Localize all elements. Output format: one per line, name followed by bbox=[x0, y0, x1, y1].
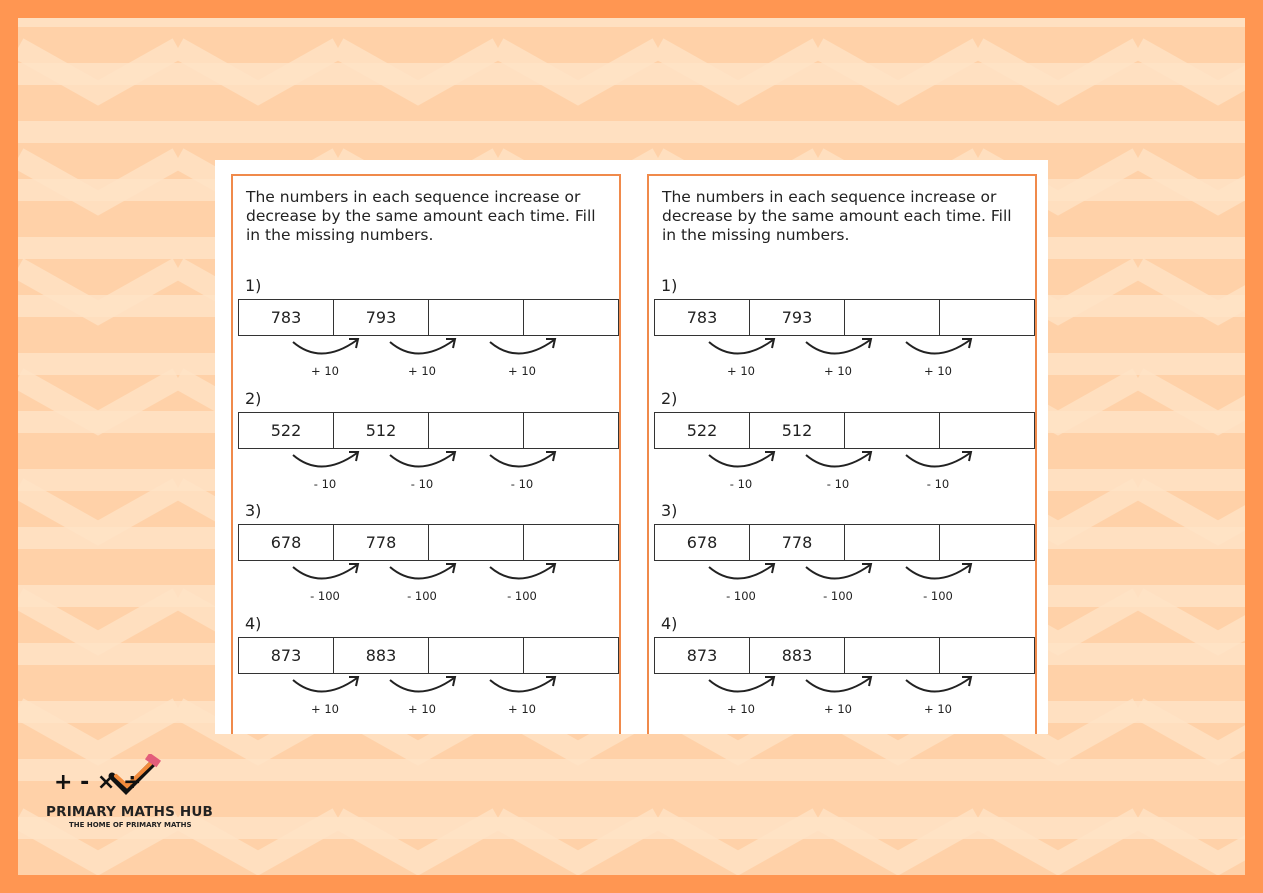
sequence-value: 522 bbox=[239, 413, 334, 448]
instruction-text: The numbers in each sequence increase or decrease by the same amount each time. Fill in the missing numbers. bbox=[246, 188, 596, 244]
sequence-value: 783 bbox=[655, 300, 750, 335]
curved-arrow-icon bbox=[390, 340, 454, 354]
sequence-value: 512 bbox=[334, 413, 429, 448]
answer-box[interactable] bbox=[940, 638, 1034, 673]
question-number: 3) bbox=[245, 501, 262, 520]
sequence-value: 793 bbox=[334, 300, 429, 335]
logo-tagline: THE HOME OF PRIMARY MATHS bbox=[69, 821, 192, 829]
sequence-value: 873 bbox=[655, 638, 750, 673]
step-label: + 10 bbox=[508, 702, 536, 716]
answer-box[interactable] bbox=[524, 413, 618, 448]
answer-box[interactable] bbox=[524, 638, 618, 673]
step-arrows bbox=[238, 561, 618, 589]
step-label: + 10 bbox=[311, 702, 339, 716]
sequence-boxes bbox=[238, 299, 619, 336]
step-labels bbox=[654, 477, 1034, 493]
curved-arrow-icon bbox=[390, 678, 454, 692]
curved-arrow-icon bbox=[806, 340, 870, 354]
step-arrows bbox=[238, 336, 618, 364]
curved-arrow-icon bbox=[906, 678, 970, 692]
step-label: + 10 bbox=[408, 364, 436, 378]
curved-arrow-icon bbox=[490, 453, 554, 467]
answer-box[interactable] bbox=[429, 638, 524, 673]
step-arrows bbox=[238, 449, 618, 477]
step-label: + 10 bbox=[508, 364, 536, 378]
step-arrows bbox=[654, 336, 1034, 364]
answer-box[interactable] bbox=[429, 413, 524, 448]
curved-arrow-icon bbox=[293, 678, 357, 692]
primary-maths-hub-logo bbox=[44, 750, 224, 835]
worksheet-panel-right bbox=[647, 174, 1037, 734]
step-label: + 10 bbox=[311, 364, 339, 378]
step-label: - 10 bbox=[826, 477, 850, 491]
step-labels bbox=[654, 364, 1034, 380]
sequence-value: 883 bbox=[334, 638, 429, 673]
sequence-boxes bbox=[654, 524, 1035, 561]
sequence-boxes bbox=[654, 299, 1035, 336]
answer-box[interactable] bbox=[524, 525, 618, 560]
step-labels bbox=[238, 477, 618, 493]
step-arrows bbox=[654, 561, 1034, 589]
step-label: - 10 bbox=[926, 477, 950, 491]
curved-arrow-icon bbox=[709, 565, 773, 579]
step-label: - 100 bbox=[310, 589, 340, 603]
curved-arrow-icon bbox=[906, 565, 970, 579]
sequence-question bbox=[649, 389, 1039, 499]
sequence-question bbox=[649, 614, 1039, 724]
step-label: + 10 bbox=[924, 364, 952, 378]
curved-arrow-icon bbox=[490, 340, 554, 354]
step-label: - 100 bbox=[823, 589, 853, 603]
step-labels bbox=[238, 364, 618, 380]
question-number: 3) bbox=[661, 501, 678, 520]
step-labels bbox=[238, 589, 618, 605]
curved-arrow-icon bbox=[293, 340, 357, 354]
step-label: - 100 bbox=[407, 589, 437, 603]
sequence-value: 678 bbox=[655, 525, 750, 560]
step-label: + 10 bbox=[824, 702, 852, 716]
curved-arrow-icon bbox=[490, 565, 554, 579]
sequence-question bbox=[233, 614, 623, 724]
instruction-text: The numbers in each sequence increase or decrease by the same amount each time. Fill in the missing numbers. bbox=[662, 188, 1012, 244]
answer-box[interactable] bbox=[940, 413, 1034, 448]
step-arrows bbox=[654, 449, 1034, 477]
curved-arrow-icon bbox=[906, 340, 970, 354]
sequence-value: 512 bbox=[750, 413, 845, 448]
logo-name: PRIMARY MATHS HUB bbox=[46, 804, 214, 820]
curved-arrow-icon bbox=[293, 453, 357, 467]
sequence-value: 522 bbox=[655, 413, 750, 448]
question-number: 4) bbox=[661, 614, 678, 633]
step-arrows bbox=[654, 674, 1034, 702]
step-label: - 10 bbox=[313, 477, 337, 491]
question-number: 2) bbox=[661, 389, 678, 408]
answer-box[interactable] bbox=[845, 413, 940, 448]
answer-box[interactable] bbox=[845, 300, 940, 335]
answer-box[interactable] bbox=[429, 300, 524, 335]
step-label: - 100 bbox=[507, 589, 537, 603]
sequence-value: 783 bbox=[239, 300, 334, 335]
sequence-question bbox=[649, 276, 1039, 386]
step-label: - 10 bbox=[410, 477, 434, 491]
sequence-value: 883 bbox=[750, 638, 845, 673]
question-number: 1) bbox=[245, 276, 262, 295]
step-label: + 10 bbox=[824, 364, 852, 378]
answer-box[interactable] bbox=[940, 525, 1034, 560]
step-label: + 10 bbox=[924, 702, 952, 716]
curved-arrow-icon bbox=[906, 453, 970, 467]
answer-box[interactable] bbox=[845, 525, 940, 560]
sequence-question bbox=[233, 276, 623, 386]
step-label: - 10 bbox=[729, 477, 753, 491]
sequence-boxes bbox=[654, 637, 1035, 674]
curved-arrow-icon bbox=[806, 453, 870, 467]
sequence-boxes bbox=[238, 412, 619, 449]
step-label: - 10 bbox=[510, 477, 534, 491]
math-symbols: + - × ÷ bbox=[54, 770, 142, 795]
sequence-boxes bbox=[238, 637, 619, 674]
curved-arrow-icon bbox=[390, 453, 454, 467]
sequence-question bbox=[233, 389, 623, 499]
sequence-boxes bbox=[238, 524, 619, 561]
curved-arrow-icon bbox=[390, 565, 454, 579]
sequence-question bbox=[649, 501, 1039, 611]
question-number: 1) bbox=[661, 276, 678, 295]
sequence-question bbox=[233, 501, 623, 611]
answer-box[interactable] bbox=[845, 638, 940, 673]
curved-arrow-icon bbox=[293, 565, 357, 579]
step-labels bbox=[654, 589, 1034, 605]
sequence-value: 793 bbox=[750, 300, 845, 335]
worksheet-panel-left bbox=[231, 174, 621, 734]
step-label: + 10 bbox=[727, 364, 755, 378]
answer-box[interactable] bbox=[940, 300, 1034, 335]
curved-arrow-icon bbox=[709, 453, 773, 467]
sequence-value: 873 bbox=[239, 638, 334, 673]
curved-arrow-icon bbox=[709, 678, 773, 692]
curved-arrow-icon bbox=[709, 340, 773, 354]
sequence-boxes bbox=[654, 412, 1035, 449]
curved-arrow-icon bbox=[490, 678, 554, 692]
step-labels bbox=[654, 702, 1034, 718]
step-label: + 10 bbox=[408, 702, 436, 716]
question-number: 2) bbox=[245, 389, 262, 408]
question-number: 4) bbox=[245, 614, 262, 633]
curved-arrow-icon bbox=[806, 565, 870, 579]
answer-box[interactable] bbox=[524, 300, 618, 335]
curved-arrow-icon bbox=[806, 678, 870, 692]
sequence-value: 678 bbox=[239, 525, 334, 560]
worksheet-image bbox=[215, 160, 1048, 734]
step-labels bbox=[238, 702, 618, 718]
step-label: - 100 bbox=[726, 589, 756, 603]
sequence-value: 778 bbox=[334, 525, 429, 560]
sequence-value: 778 bbox=[750, 525, 845, 560]
step-label: + 10 bbox=[727, 702, 755, 716]
step-arrows bbox=[238, 674, 618, 702]
step-label: - 100 bbox=[923, 589, 953, 603]
answer-box[interactable] bbox=[429, 525, 524, 560]
